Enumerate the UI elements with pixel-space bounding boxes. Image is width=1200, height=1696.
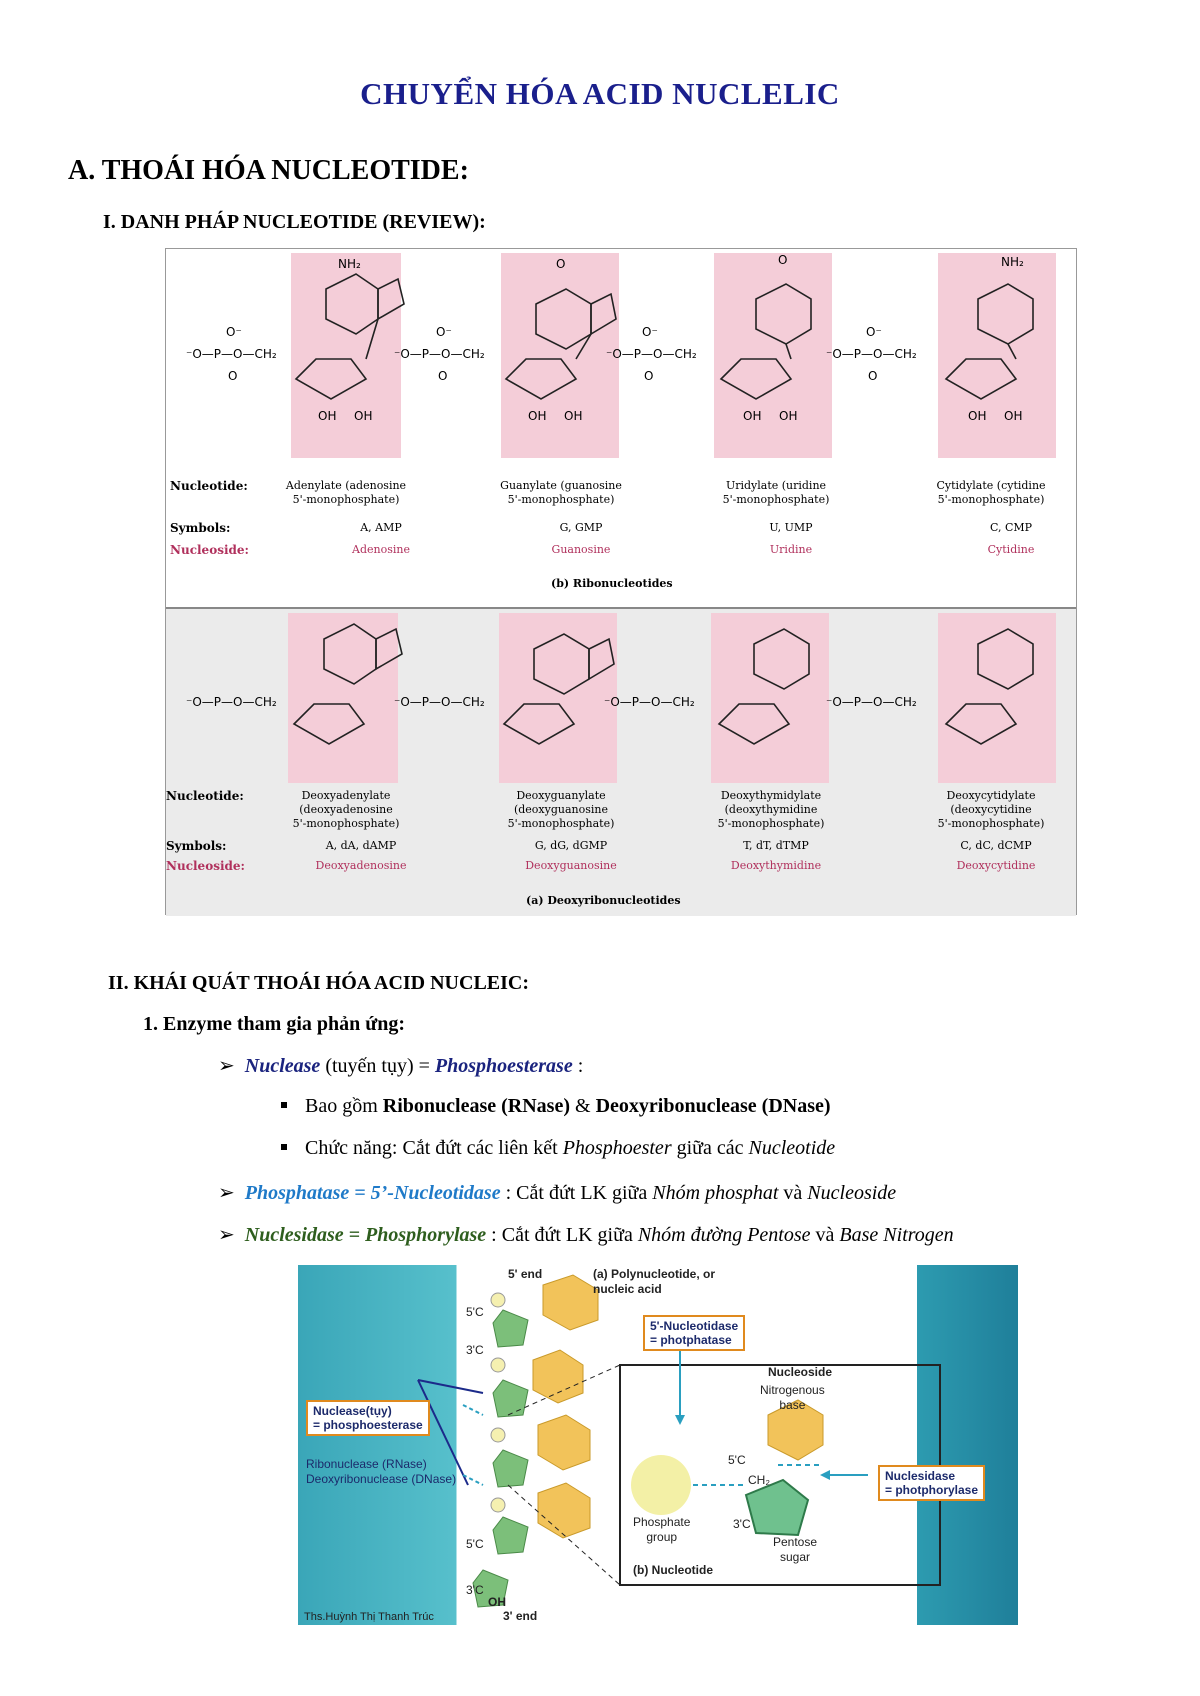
nucleotide-symbol: C, dC, dCMP	[960, 839, 1032, 852]
oxo-label: O	[556, 257, 566, 271]
phosphate-group: ⁻O—P—O—CH₂	[394, 347, 485, 361]
nucleoside-label: Nucleoside	[768, 1365, 833, 1379]
square-bullet-icon	[281, 1144, 287, 1150]
phosphate-group: ⁻O—P—O—CH₂	[606, 347, 697, 361]
ribonucleotides-panel	[166, 249, 1076, 599]
arrow-bullet-icon: ➢	[218, 1055, 235, 1077]
phosphate-o: O	[868, 369, 878, 383]
deoxyribonucleotides-caption: (a) Deoxyribonucleotides	[526, 894, 681, 907]
sugar-oh: OH	[1004, 409, 1023, 423]
phosphate-o-minus: O⁻	[436, 325, 452, 339]
polynucleotide-title: (a) Polynucleotide, or nucleic acid	[593, 1267, 716, 1296]
nucleoside-name: Uridine	[769, 543, 813, 556]
amino-label: NH₂	[1001, 255, 1024, 269]
sugar-oh: OH	[318, 409, 337, 423]
three-prime-end-label: 3' end	[503, 1609, 538, 1623]
phosphate-group-label: Phosphate group	[633, 1515, 691, 1544]
phosphate-group: ⁻O—P—O—CH₂	[826, 347, 917, 361]
nucleotidase-label-box: 5'-Nucleotidase = photphatase	[643, 1315, 745, 1351]
arrow-bullet-icon: ➢	[218, 1182, 235, 1204]
nucleic-acid-cleavage-figure	[298, 1265, 1018, 1625]
row-label-symbols: Symbols:	[166, 839, 227, 853]
hydroxyl-label: OH	[488, 1595, 506, 1609]
phosphate-o: O	[438, 369, 448, 383]
nucleotide-name: Adenylate (adenosine 5'-monophosphate)	[285, 479, 407, 506]
deoxyribonucleotides-panel	[166, 607, 1076, 916]
phosphate-group: ⁻O—P—O—CH₂	[394, 695, 485, 709]
nucleotide-nomenclature-figure	[165, 248, 1077, 915]
author-credit: Ths.Huỳnh Thị Thanh Trúc	[304, 1611, 434, 1623]
nucleotide-name: Deoxyguanylate (deoxyguanosine 5'-monophosphate)	[507, 789, 615, 830]
nucleotide-symbol: A, AMP	[360, 521, 402, 534]
pentose-ring	[746, 1480, 808, 1535]
nucleotide-name: Deoxycytidylate (deoxycytidine 5'-monophosphate)	[937, 789, 1045, 830]
nucleoside-name: Guanosine	[551, 543, 611, 556]
nuclease-types-label: Ribonuclease (RNase) Deoxyribonuclease (DNase)	[306, 1457, 457, 1486]
phosphate-o-minus: O⁻	[642, 325, 658, 339]
phosphate-group: ⁻O—P—O—CH₂	[186, 695, 277, 709]
nitrogenous-base-label: Nitrogenous base	[760, 1383, 825, 1412]
nucleoside-name: Deoxyguanosine	[525, 859, 617, 872]
sub-bullet-function: Chức năng: Cắt đứt các liên kết Phosphoester giữa các Nucleotide	[281, 1137, 835, 1160]
row-label-nucleotide: Nucleotide:	[170, 479, 248, 493]
c3-label: 3'C	[466, 1343, 484, 1357]
nucleotide-symbol: G, GMP	[559, 521, 603, 534]
ch2-label: CH₂	[748, 1473, 770, 1487]
phosphate-highlight	[631, 1455, 691, 1515]
row-label-nucleoside: Nucleoside:	[170, 543, 249, 557]
nucleotide-symbol: G, dG, dGMP	[534, 839, 608, 852]
phosphate-o-minus: O⁻	[226, 325, 242, 339]
nucleoside-name: Deoxyadenosine	[315, 859, 407, 872]
row-label-nucleoside: Nucleoside:	[166, 859, 245, 873]
sub-bullet-includes: Bao gồm Ribonuclease (RNase) & Deoxyribonuclease (DNase)	[281, 1095, 831, 1118]
sugar-oh: OH	[354, 409, 373, 423]
nucleotide-symbol: T, dT, dTMP	[743, 839, 809, 852]
section-a-heading: A. THOÁI HÓA NUCLEOTIDE:	[68, 155, 469, 186]
nucleotide-title: (b) Nucleotide	[633, 1563, 713, 1577]
phosphate-o: O	[228, 369, 238, 383]
page-title: CHUYỂN HÓA ACID NUCLELIC	[360, 76, 840, 111]
bullet-nuclesidase: ➢ Nuclesidase = Phosphorylase : Cắt đứt LK giữa Nhóm đường Pentose và Base Nitrogen	[218, 1224, 954, 1246]
five-prime-end-label: 5' end	[508, 1267, 543, 1281]
nucleotide-name: Deoxythymidylate (deoxythymidine 5'-monophosphate)	[717, 789, 825, 830]
phosphate-o: O	[644, 369, 654, 383]
row-label-nucleotide: Nucleotide:	[166, 789, 244, 803]
sugar-oh: OH	[528, 409, 547, 423]
nucleoside-name: Cytidine	[987, 543, 1035, 556]
c5-label: 5'C	[728, 1453, 746, 1467]
phosphate-group: ⁻O—P—O—CH₂	[604, 695, 695, 709]
ribonucleotides-caption: (b) Ribonucleotides	[551, 577, 673, 590]
nucleotide-symbol: A, dA, dAMP	[325, 839, 397, 852]
sugar-oh: OH	[968, 409, 987, 423]
pentose-sugar-label: Pentose sugar	[773, 1535, 818, 1564]
nucleotide-name: Uridylate (uridine 5'-monophosphate)	[722, 479, 830, 506]
nucleotide-name: Cytidylate (cytidine 5'-monophosphate)	[936, 479, 1046, 506]
section-ii-heading: II. KHÁI QUÁT THOÁI HÓA ACID NUCLEIC:	[108, 972, 530, 994]
square-bullet-icon	[281, 1102, 287, 1108]
nucleotide-name: Deoxyadenylate (deoxyadenosine 5'-monophosphate)	[292, 789, 400, 830]
c3-label: 3'C	[466, 1583, 484, 1597]
polynucleotide-chain	[473, 1275, 598, 1607]
sugar-oh: OH	[743, 409, 762, 423]
sugar-oh: OH	[564, 409, 583, 423]
nuclesidase-label-box: Nuclesidase = photphorylase	[878, 1465, 985, 1501]
c5-label: 5'C	[466, 1537, 484, 1551]
phosphate-group: ⁻O—P—O—CH₂	[826, 695, 917, 709]
c3-label: 3'C	[733, 1517, 751, 1531]
c5-label: 5'C	[466, 1305, 484, 1319]
sugar-oh: OH	[779, 409, 798, 423]
bullet-phosphatase: ➢ Phosphatase = 5’-Nucleotidase : Cắt đứt LK giữa Nhóm phosphat và Nucleoside	[218, 1182, 897, 1204]
nucleotide-name: Guanylate (guanosine 5'-monophosphate)	[500, 479, 622, 506]
section-i-heading: I. DANH PHÁP NUCLEOTIDE (REVIEW):	[103, 211, 486, 233]
nucleoside-name: Deoxycytidine	[956, 859, 1036, 872]
bullet-nuclease: ➢ Nuclease (tuyến tụy) = Phosphoesterase :	[218, 1055, 584, 1077]
phosphate-o-minus: O⁻	[866, 325, 882, 339]
arrow-bullet-icon: ➢	[218, 1224, 235, 1246]
item-1-heading: 1. Enzyme tham gia phản ứng:	[143, 1013, 406, 1035]
oxo-label: O	[778, 253, 788, 267]
nucleoside-name: Adenosine	[352, 543, 410, 556]
nucleotide-symbol: C, CMP	[989, 521, 1033, 534]
nucleotide-symbol: U, UMP	[769, 521, 813, 534]
row-label-symbols: Symbols:	[170, 521, 231, 535]
nucleoside-name: Deoxythymidine	[730, 859, 822, 872]
amino-label: NH₂	[338, 257, 361, 271]
nuclease-label-box: Nuclease(tụy) = phosphoesterase	[306, 1400, 430, 1436]
phosphate-group: ⁻O—P—O—CH₂	[186, 347, 277, 361]
